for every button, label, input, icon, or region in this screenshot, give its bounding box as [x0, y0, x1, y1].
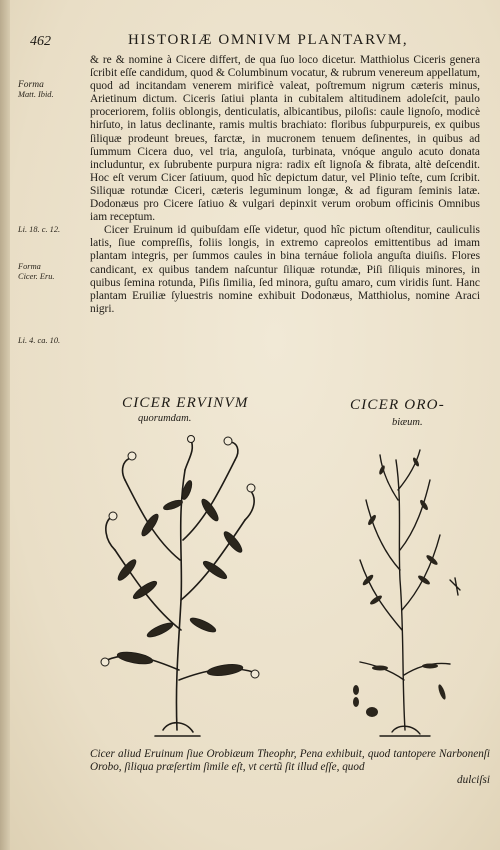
right-figure-caption: CICER ORO-: [350, 397, 445, 413]
cicer-orobiaeum-woodcut: [320, 440, 470, 740]
bottom-paragraph: Cicer aliud Eruinum ſiue Orobiæum Theophr, Pena exhibuit, quod tantopere Narbonenſi Orobo, ſiliqua præſertim ſimile eſt, vt certũ ſit illud eſſe, quod: [90, 748, 490, 773]
margin-note-forma-cicer: [18, 262, 84, 282]
margin-note-forma-matt: [18, 80, 84, 100]
margin-note-line: Forma: [18, 262, 41, 271]
left-figure-subcaption: quorumdam.: [138, 413, 192, 424]
cicer-ervinum-woodcut: [85, 430, 265, 740]
margin-note-dodonaeus-ref: Li. 4. ca. 10.: [18, 336, 61, 345]
left-figure-caption: CICER ERVINVM: [122, 395, 249, 411]
page-number: 462: [30, 34, 51, 49]
right-figure-subcaption: biæum.: [392, 417, 423, 428]
bottom-text: [90, 748, 490, 787]
margin-note-pliny-ref: Li. 18. c. 12.: [18, 225, 61, 234]
page-header: [0, 32, 500, 52]
running-title: HISTORIÆ OMNIVM PLANTARVM,: [128, 32, 409, 48]
catchword: dulciſsi: [457, 774, 490, 786]
body-text: [90, 54, 480, 316]
page-gutter-shadow: [0, 0, 10, 850]
paragraph-cicer-sativum: & re & nomine à Cicere differt, de qua ſuo loco dicetur. Matthiolus Ciceris genera ſcribit eſſe candidum, quod & Columbinum vocatur, & rubrum venereum appellatum, quod ad incitandam venerem mirificè valeat, poſtremum nigrum cæteris minus, Arietinum dictum. Ciceris ſatiui planta in cubitalem altitudinem adoleſcit, paulo proceriorem, foliis oblongis, denticulatis, albicantibus, piloſis: caule lignoſo, modicè hirſuto, in latus declinante, ramis multis brachiato: floribus ſubpurpureis, ex quibus ſiliquæ prodeunt breues, farctæ, in mucronem tenuem deſinentes, in quibus ad ſummum Cicera duo, vel tria, anguloſa, turbinata, vnóque angulo acuto donata includuntur, ex ſubrubente purpura nigra: radix eſt lignoſa & fibrata, altè deſcendit. Hoc eſt verum Cicer ſatiuum, quod hîc depictum datur, vel Plinio teſte, cum ſcribit. Siliquæ rotundæ Ciceri, cæteris leguminum longæ, & ad figuram ſeminis latæ. Dodonæus pro Cicere ſatiuo & vulgari depinxit verum orobum officinis Omnibus iam receptum.: [90, 54, 480, 224]
margin-note-line: Forma: [18, 80, 44, 90]
margin-note-line: Matt. Ibid.: [18, 90, 54, 99]
paragraph-cicer-ervinum: Cicer Eruinum id quibuſdam eſſe videtur, quod hîc pictum oſtenditur, cauliculis latis, ſiue compreſſis, foliis longis, in extremo capreolos emittentibus ad imam plantam integris, per ſummos caules in bina ternáue foliola anguſta diuiſis. Flores candicant, ex quibus tandem naſcuntur ſiliquæ rotundæ, Piſi ſiliquis minores, in quibus ſemina rotunda, Piſis ſimilia, ſed minora, guſtu amaro, cum viridis ſunt. Hanc plantam Eruiliæ ſyluestris nomine exhibuit Dodonæus, Matthiolus, nomine Araci nigri.: [90, 224, 480, 315]
margin-note-line: Cicer. Eru.: [18, 272, 55, 281]
